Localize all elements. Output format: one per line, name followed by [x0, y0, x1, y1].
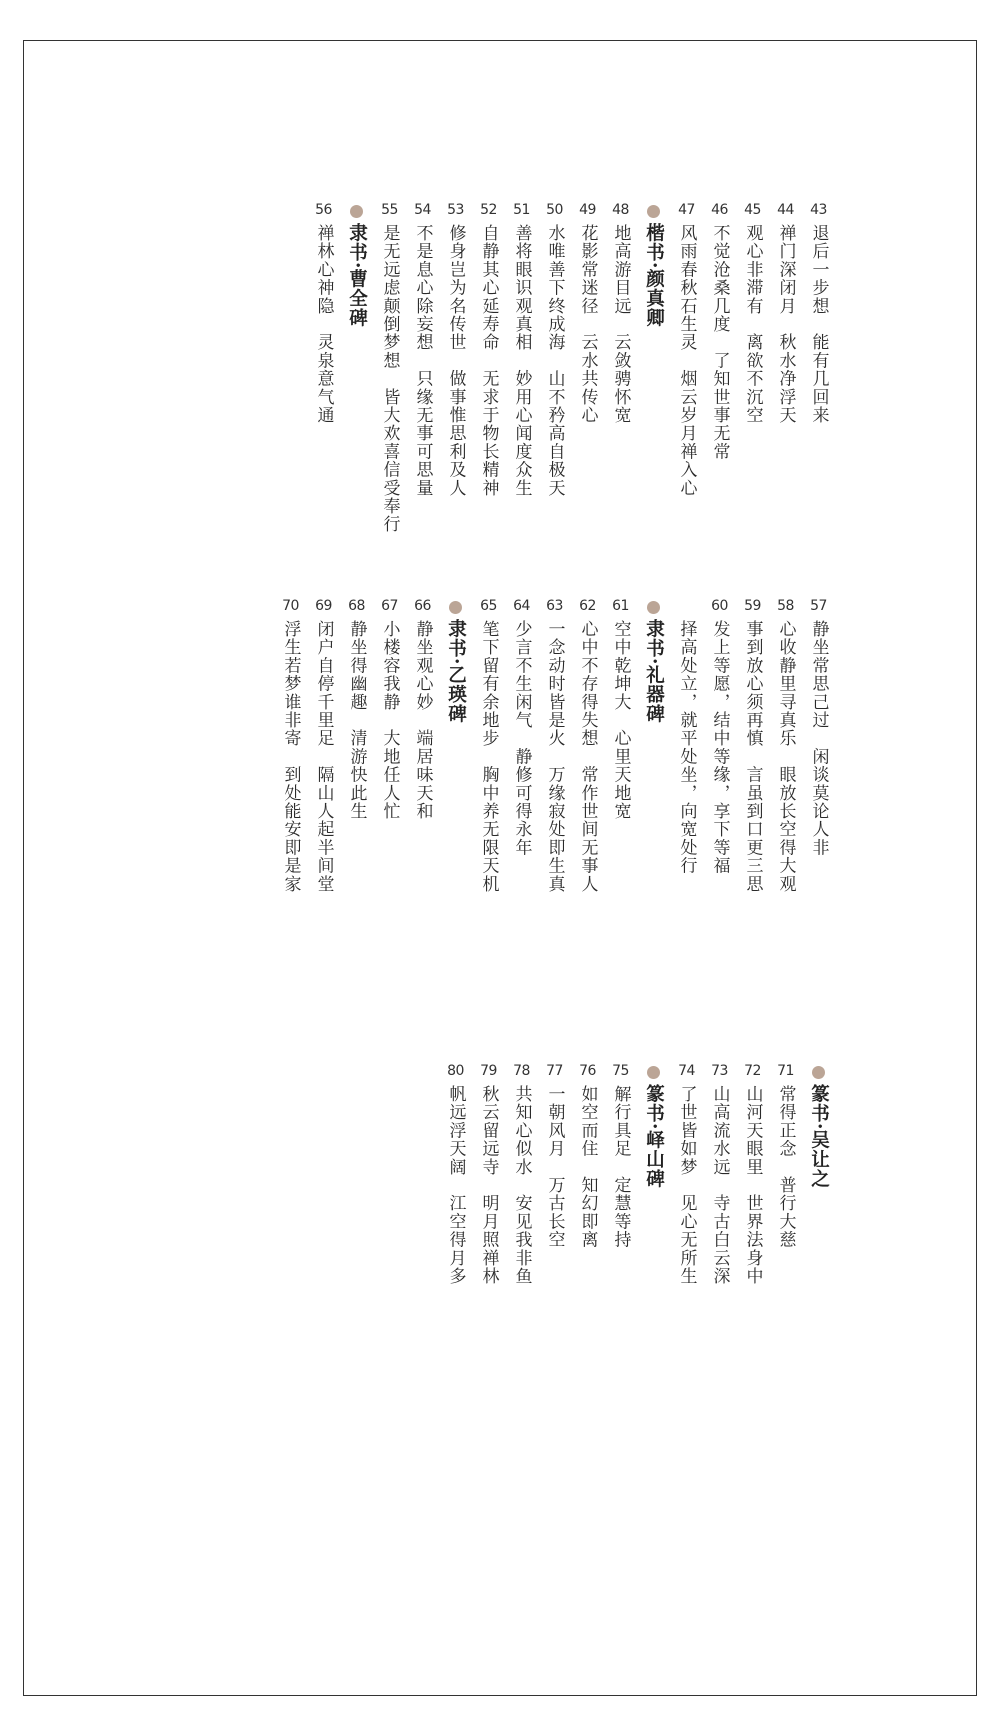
entry-text: 常得正念 普行大慈: [775, 1085, 796, 1249]
couplet-entry: [703, 598, 736, 893]
entry-number: 76: [579, 1063, 596, 1079]
couplet-entry: [604, 202, 637, 533]
couplet-entry: [670, 202, 703, 533]
section-block: [439, 1063, 835, 1285]
entry-number: 56: [315, 202, 332, 218]
couplet-entry: [571, 598, 604, 893]
couplet-entry: [472, 1063, 505, 1285]
section-heading-text: 隶书·礼器碑: [643, 619, 665, 724]
couplet-entry: [340, 598, 373, 893]
entry-number: 68: [348, 598, 365, 614]
entry-number: 71: [777, 1063, 794, 1079]
section-heading: [439, 598, 472, 893]
bullet-dot-icon: [449, 601, 462, 614]
entry-number: 50: [546, 202, 563, 218]
entry-text: 一念动时皆是火 万缘寂处即生真: [544, 620, 565, 893]
entry-number: 61: [612, 598, 629, 614]
section-heading-text: 楷书·颜真卿: [643, 223, 665, 328]
entry-number: 51: [513, 202, 530, 218]
couplet-entry: [670, 598, 703, 893]
entry-number: 59: [744, 598, 761, 614]
entry-text: 山高流水远 寺古白云深: [709, 1085, 730, 1286]
couplet-entry: [406, 598, 439, 893]
couplet-entry: [538, 202, 571, 533]
entry-number: 79: [480, 1063, 497, 1079]
entry-number: 64: [513, 598, 530, 614]
couplet-entry: [571, 202, 604, 533]
section-block: [274, 598, 835, 893]
section-heading: [637, 1063, 670, 1285]
bullet-dot-icon: [350, 205, 363, 218]
section-heading-text: 隶书·乙瑛碑: [445, 619, 467, 724]
couplet-entry: [670, 1063, 703, 1285]
entry-number: 45: [744, 202, 761, 218]
entry-number: 70: [282, 598, 299, 614]
bullet-dot-icon: [647, 205, 660, 218]
entry-number: 58: [777, 598, 794, 614]
entry-text: 小楼容我静 大地任人忙: [379, 620, 400, 821]
entry-text: 闭户自停千里足 隔山人起半间堂: [313, 620, 334, 893]
entry-text: 了世皆如梦 见心无所生: [676, 1085, 697, 1286]
entry-number: 43: [810, 202, 827, 218]
couplet-entry: [307, 598, 340, 893]
entry-text: 禅林心神隐 灵泉意气通: [313, 224, 334, 425]
couplet-entry: [505, 598, 538, 893]
couplet-entry: [769, 1063, 802, 1285]
entry-number: 53: [447, 202, 464, 218]
entry-text: 秋云留远寺 明月照禅林: [478, 1085, 499, 1286]
entry-text: 静坐观心妙 端居味天和: [412, 620, 433, 821]
entry-text: 风雨春秋石生灵 烟云岁月禅入心: [676, 224, 697, 497]
couplet-entry: [736, 598, 769, 893]
entry-number: 73: [711, 1063, 728, 1079]
entry-number: 74: [678, 1063, 695, 1079]
couplet-entry: [472, 202, 505, 533]
entry-number: 57: [810, 598, 827, 614]
entry-text: 心收静里寻真乐 眼放长空得大观: [775, 620, 796, 893]
entry-text: 退后一步想 能有几回来: [808, 224, 829, 425]
entry-text: 禅门深闭月 秋水净浮天: [775, 224, 796, 425]
section-heading: [802, 1063, 835, 1285]
entry-number: 46: [711, 202, 728, 218]
couplet-entry: [802, 598, 835, 893]
couplet-entry: [571, 1063, 604, 1285]
couplet-entry: [274, 598, 307, 893]
bullet-dot-icon: [812, 1066, 825, 1079]
entry-text: 心中不存得失想 常作世间无事人: [577, 620, 598, 893]
entry-number: 49: [579, 202, 596, 218]
entry-text: 花影常迷径 云水共传心: [577, 224, 598, 425]
entry-text: 善将眼识观真相 妙用心闻度众生: [511, 224, 532, 497]
bullet-dot-icon: [647, 601, 660, 614]
couplet-entry: [373, 598, 406, 893]
couplet-entry: [769, 598, 802, 893]
couplet-entry: [769, 202, 802, 533]
entry-text: 自静其心延寿命 无求于物长精神: [478, 224, 499, 497]
entry-text: 笔下留有余地步 胸中养无限天机: [478, 620, 499, 893]
couplet-entry: [439, 1063, 472, 1285]
couplet-entry: [703, 1063, 736, 1285]
section-heading: [637, 202, 670, 533]
entry-text: 解行具足 定慧等持: [610, 1085, 631, 1249]
entry-text: 事到放心须再慎 言虽到口更三思: [742, 620, 763, 893]
entry-text: 山河天眼里 世界法身中: [742, 1085, 763, 1286]
entry-text: 少言不生闲气 静修可得永年: [511, 620, 532, 857]
entry-number: 52: [480, 202, 497, 218]
entry-number: 44: [777, 202, 794, 218]
entry-text: 静坐常思己过 闲谈莫论人非: [808, 620, 829, 857]
couplet-entry: [307, 202, 340, 533]
entry-number: 69: [315, 598, 332, 614]
entry-text: 是无远虑颠倒梦想 皆大欢喜信受奉行: [379, 224, 400, 534]
section-block: [307, 202, 835, 533]
entry-text: 不觉沧桑几度 了知世事无常: [709, 224, 730, 461]
couplet-entry: [538, 1063, 571, 1285]
section-heading-text: 篆书·吴让之: [808, 1084, 830, 1189]
couplet-entry: [439, 202, 472, 533]
bullet-dot-icon: [647, 1066, 660, 1079]
section-heading-text: 隶书·曹全碑: [346, 223, 368, 328]
entry-number: 47: [678, 202, 695, 218]
couplet-entry: [406, 202, 439, 533]
entry-text: 水唯善下终成海 山不矜高自极天: [544, 224, 565, 497]
couplet-entry: [703, 202, 736, 533]
entry-number: 60: [711, 598, 728, 614]
entry-text: 观心非滞有 离欲不沉空: [742, 224, 763, 425]
entry-number: 66: [414, 598, 431, 614]
entry-number: 75: [612, 1063, 629, 1079]
entry-number: 78: [513, 1063, 530, 1079]
entry-number: 62: [579, 598, 596, 614]
entry-number: 72: [744, 1063, 761, 1079]
entry-text: 不是息心除妄想 只缘无事可思量: [412, 224, 433, 497]
entry-number: 67: [381, 598, 398, 614]
entry-number: 80: [447, 1063, 464, 1079]
entry-text: 空中乾坤大 心里天地宽: [610, 620, 631, 821]
entry-text: 浮生若梦谁非寄 到处能安即是家: [280, 620, 301, 893]
couplet-entry: [604, 1063, 637, 1285]
entry-text: 如空而住 知幻即离: [577, 1085, 598, 1249]
couplet-entry: [736, 1063, 769, 1285]
entry-number: 65: [480, 598, 497, 614]
section-heading: [637, 598, 670, 893]
entry-number: 55: [381, 202, 398, 218]
couplet-entry: [736, 202, 769, 533]
couplet-entry: [505, 1063, 538, 1285]
entry-number: 63: [546, 598, 563, 614]
entry-number: 48: [612, 202, 629, 218]
couplet-entry: [538, 598, 571, 893]
entry-text: 一朝风月 万古长空: [544, 1085, 565, 1249]
couplet-entry: [604, 598, 637, 893]
entry-text: 地高游目远 云敛骋怀宽: [610, 224, 631, 425]
entry-text: 共知心似水 安见我非鱼: [511, 1085, 532, 1286]
entry-text: 静坐得幽趣 清游快此生: [346, 620, 367, 821]
entry-text: 择高处立，就平处坐，向宽处行: [676, 620, 697, 875]
couplet-entry: [505, 202, 538, 533]
section-heading-text: 篆书·峄山碑: [643, 1084, 665, 1189]
entry-number: 54: [414, 202, 431, 218]
couplet-entry: [802, 202, 835, 533]
entry-text: 修身岂为名传世 做事惟思利及人: [445, 224, 466, 497]
entry-text: 帆远浮天阔 江空得月多: [445, 1085, 466, 1286]
section-heading: [340, 202, 373, 533]
entry-text: 发上等愿，结中等缘，享下等福: [709, 620, 730, 875]
entry-number: 77: [546, 1063, 563, 1079]
couplet-entry: [373, 202, 406, 533]
couplet-entry: [472, 598, 505, 893]
